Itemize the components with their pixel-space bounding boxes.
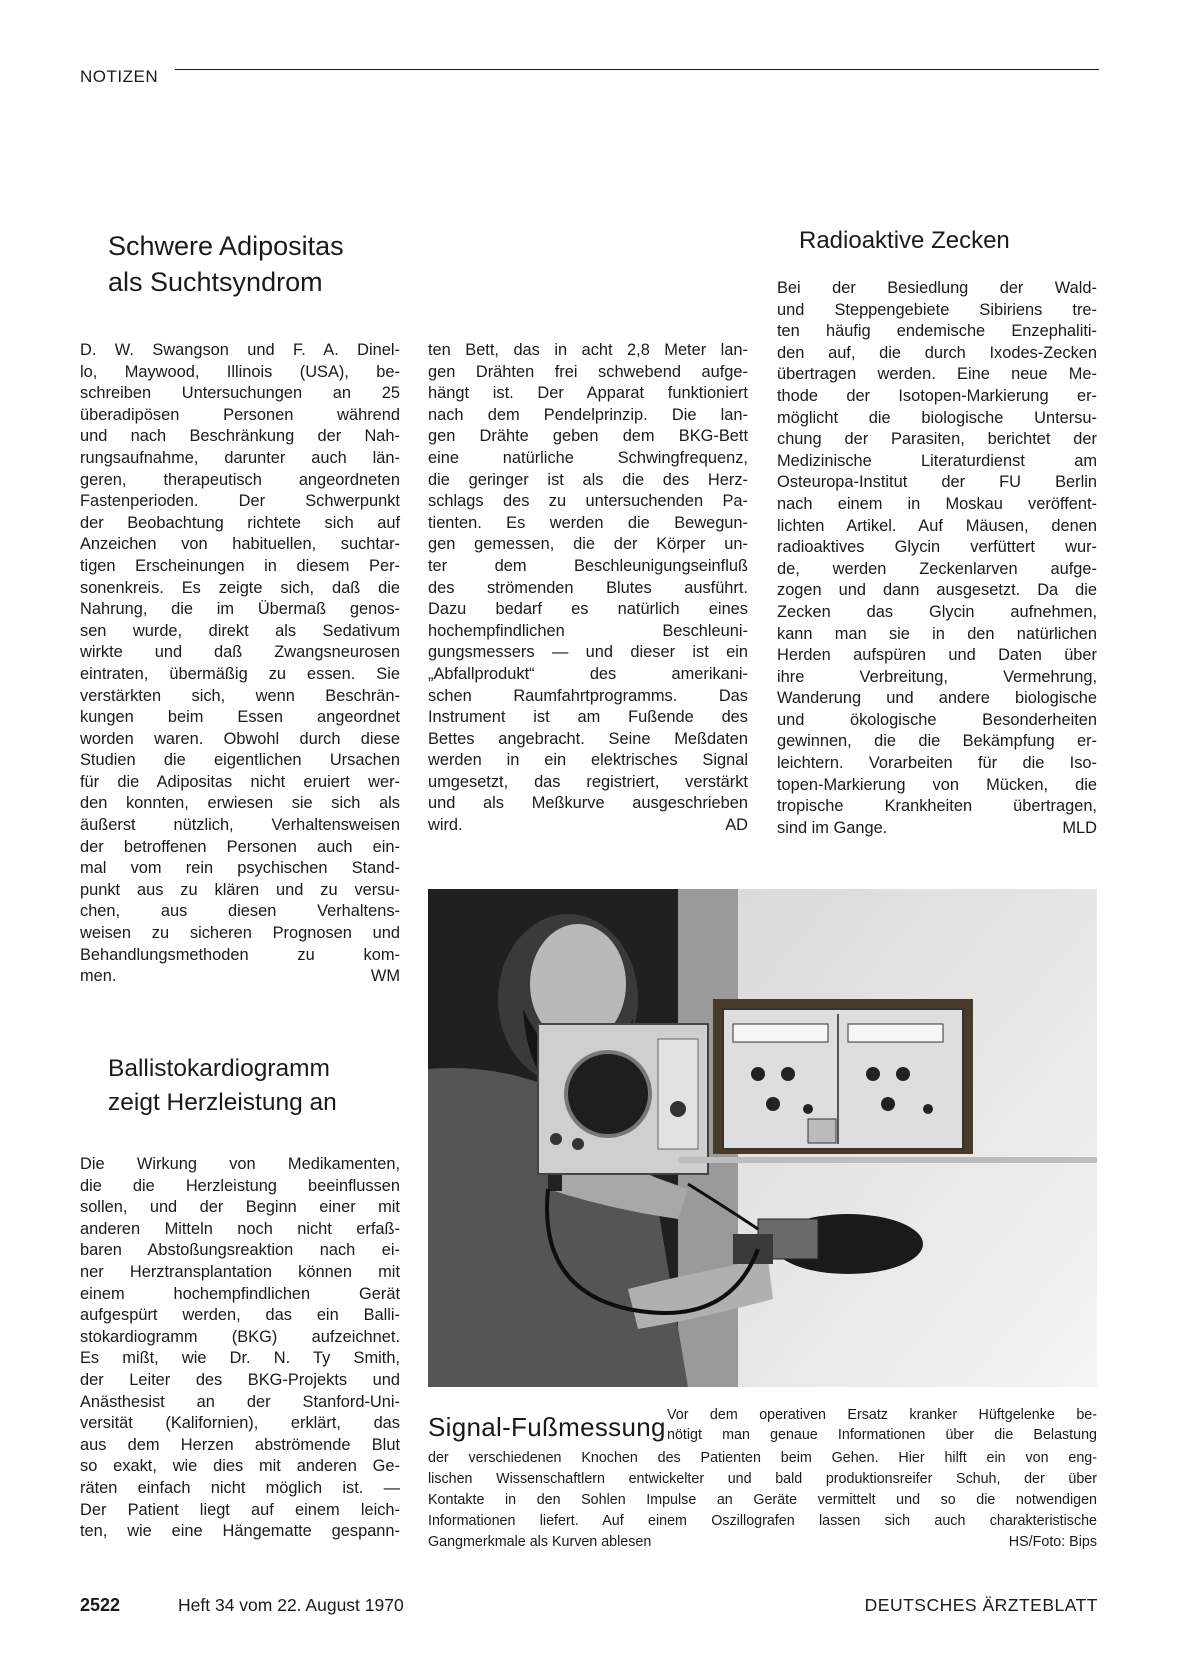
text-line: leichtern. Vorarbeiten für die Iso- xyxy=(777,754,1097,773)
text-line: äußerst nützlich, Verhaltensweisen xyxy=(80,816,400,835)
article3-title: Radioaktive Zecken xyxy=(799,227,1010,254)
text-line: radioaktives Glycin verfüttert wur- xyxy=(777,538,1097,557)
text-line: weisen zu sicheren Prognosen und xyxy=(80,924,400,943)
text-line: sonenkreis. Es zeigte sich, daß die xyxy=(80,578,400,597)
text-line: übertragen werden. Eine neue Me- xyxy=(777,365,1097,384)
article1-title xyxy=(108,228,344,300)
text-line: umgesetzt, das registriert, verstärkt xyxy=(428,772,748,791)
text-line: aus dem Herzen abströmende Blut xyxy=(80,1435,400,1454)
text-line: ten Bett, das in acht 2,8 Meter lan- xyxy=(428,341,748,359)
text-line: einem hochempfindlichen Gerät xyxy=(80,1284,400,1303)
article1-title-line: Schwere Adipositas xyxy=(108,231,344,261)
text-line: werden in ein elektrisches Signal xyxy=(428,751,748,770)
text-line: Nahrung, die im Übermaß genos- xyxy=(80,600,400,619)
text-line: schen Raumfahrtprogramms. Das xyxy=(428,686,748,705)
photo-signal-foot-measurement xyxy=(428,889,1097,1387)
author-signature: MLD xyxy=(1062,818,1097,837)
text-line: eine natürliche Schwingfrequenz, xyxy=(428,448,748,467)
text-line: verstärkten sich, wenn Beschrän- xyxy=(80,686,400,705)
text-line: punkt aus zu klären und zu versu- xyxy=(80,880,400,899)
text-line: versität (Kalifornien), erklärt, das xyxy=(80,1414,400,1433)
text-line: und Steppengebiete Sibiriens tre- xyxy=(777,300,1097,319)
page-number: 2522 xyxy=(80,1595,121,1615)
text-line: überadipösen Personen während xyxy=(80,405,400,424)
text-line: Es mißt, wie Dr. N. Ty Smith, xyxy=(80,1349,400,1368)
text-line: und ökologische Besonderheiten xyxy=(777,710,1097,729)
text-last-line: sind im Gange. MLD xyxy=(777,818,1097,840)
text-line: nach dem Pendelprinzip. Die lan- xyxy=(428,405,748,424)
text-line: sollen, und der Beginn einer mit xyxy=(80,1198,400,1217)
photo-illustration xyxy=(428,889,1097,1387)
caption-line: Kontakte in den Sohlen Impulse an Geräte vermittelt und so die notwendigen xyxy=(428,1492,1097,1508)
text-line: der Leiter des BKG-Projekts und xyxy=(80,1370,400,1389)
text-line: für die Adipositas nicht eruiert wer- xyxy=(80,772,400,791)
text-line: Herden aufspüren und Daten über xyxy=(777,646,1097,665)
text-line: aufgespürt werden, das ein Balli- xyxy=(80,1306,400,1325)
author-signature: WM xyxy=(370,967,400,986)
text-line: gen gemessen, die der Körper un- xyxy=(428,535,748,554)
photo-credit: HS/Foto: Bips xyxy=(1008,1534,1097,1550)
article2-body-col1 xyxy=(80,1154,400,1543)
text-line: mal vom rein psychischen Stand- xyxy=(80,859,400,878)
text-line: chen, aus diesen Verhaltens- xyxy=(80,902,400,921)
text-line: chung der Parasiten, berichtet der xyxy=(777,430,1097,449)
caption-last-line: Gangmerkmale als Kurven ablesen HS/Foto: Bips xyxy=(428,1532,1097,1553)
article2-body-col2 xyxy=(428,340,748,837)
caption-line: Informationen liefert. Auf einem Oszillografen lassen sich auch charakteristische xyxy=(428,1513,1097,1529)
text-line: zogen und dann ausgesetzt. Da die xyxy=(777,581,1097,600)
text-line: lichten Artikel. Auf Mäusen, denen xyxy=(777,516,1097,535)
article1-body xyxy=(80,340,400,988)
text-line: kann man sie in den natürlichen xyxy=(777,624,1097,643)
caption-rest-lines xyxy=(428,1448,1097,1553)
header-rule xyxy=(175,69,1099,70)
text-line: anderen Mitteln noch nicht erfaß- xyxy=(80,1219,400,1238)
text-line: ner Herztransplantation können mit xyxy=(80,1262,400,1281)
caption-heading: Signal-Fußmessung xyxy=(428,1412,666,1442)
text-line: möglicht die biologische Untersu- xyxy=(777,408,1097,427)
text-line: tienten. Es werden die Bewegun- xyxy=(428,513,748,532)
text-line: tropische Krankheiten übertragen, xyxy=(777,797,1097,816)
text-line: wirkte und daß Zwangsneurosen xyxy=(80,643,400,662)
text-line: Die Wirkung von Medikamenten, xyxy=(80,1155,400,1173)
text-line: den auf, die durch Ixodes-Zecken xyxy=(777,343,1097,362)
caption-line: der verschiedenen Knochen des Patienten beim Gehen. Hier hilft ein von eng- xyxy=(428,1450,1097,1466)
text-line: gen Drähten frei schwebend aufge- xyxy=(428,362,748,381)
text-line: ten häufig endemische Enzephaliti- xyxy=(777,322,1097,341)
text-line: Anästhesist an der Stanford-Uni- xyxy=(80,1392,400,1411)
text-line: de, werden Zeckenlarven aufge- xyxy=(777,559,1097,578)
caption-line: Vor dem operativen Ersatz kranker Hüftgelenke be- xyxy=(667,1407,1097,1423)
text-line: und als Meßkurve ausgeschrieben xyxy=(428,794,748,813)
text-line: des strömenden Blutes ausführt. xyxy=(428,578,748,597)
author-signature: AD xyxy=(725,816,748,835)
text-line: gungsmessers — und dieser ist ein xyxy=(428,643,748,662)
article1-title-line: als Suchtsyndrom xyxy=(108,267,323,297)
text-line: Der Patient liegt auf einem leich- xyxy=(80,1500,400,1519)
text-line: eintraten, übermäßig zu essen. Sie xyxy=(80,664,400,683)
text-line: Bettes angebracht. Seine Meßdaten xyxy=(428,729,748,748)
caption-first-lines xyxy=(667,1405,1097,1445)
text-last-line: wird. AD xyxy=(428,815,748,837)
caption-line: nötigt man genaue Informationen über die Belastung xyxy=(667,1427,1097,1443)
text-line: die geringer ist als die des Herz- xyxy=(428,470,748,489)
text-line: Bei der Besiedlung der Wald- xyxy=(777,279,1097,297)
text-line: Behandlungsmethoden zu kom- xyxy=(80,945,400,964)
text-line: so exakt, wie dies mit anderen Ge- xyxy=(80,1457,400,1476)
article2-title-line: zeigt Herzleistung an xyxy=(108,1089,337,1116)
text-line: ter dem Beschleunigungseinfluß xyxy=(428,556,748,575)
text-line: Dazu bedarf es natürlich eines xyxy=(428,600,748,619)
text-line: hochempfindlichen Beschleuni- xyxy=(428,621,748,640)
text-line: tigen Erscheinungen in diesem Per- xyxy=(80,556,400,575)
text-line: kungen beim Essen angeordnet xyxy=(80,708,400,727)
text-line: rungsaufnahme, darunter auch län- xyxy=(80,448,400,467)
text-line: Instrument ist am Fußende des xyxy=(428,708,748,727)
text-line: Zecken das Glycin aufnehmen, xyxy=(777,602,1097,621)
text-line: und nach Beschränkung der Nah- xyxy=(80,427,400,446)
text-line: stokardiogramm (BKG) aufzeichnet. xyxy=(80,1327,400,1346)
text-line: der betroffenen Personen auch ein- xyxy=(80,837,400,856)
text-line: den konnten, erwiesen sie sich als xyxy=(80,794,400,813)
text-line: thode der Isotopen-Markierung er- xyxy=(777,386,1097,405)
text-line: worden waren. Obwohl durch diese xyxy=(80,729,400,748)
text-line: Wanderung und andere biologische xyxy=(777,689,1097,708)
text-line: Fastenperioden. Der Schwerpunkt xyxy=(80,492,400,511)
text-line: nach einem in Moskau veröffent- xyxy=(777,494,1097,513)
text-line: D. W. Swangson und F. A. Dinel- xyxy=(80,341,400,359)
text-line: „Abfallprodukt“ des amerikani- xyxy=(428,664,748,683)
text-line: Anzeichen von habituellen, suchtar- xyxy=(80,535,400,554)
text-line: ihre Verbreitung, Vermehrung, xyxy=(777,667,1097,686)
text-line: Osteuropa-Institut der FU Berlin xyxy=(777,473,1097,492)
text-line: ten, wie eine Hängematte gespann- xyxy=(80,1522,400,1541)
text-line: topen-Markierung von Mücken, die xyxy=(777,775,1097,794)
text-line: schlags des zu untersuchenden Pa- xyxy=(428,492,748,511)
text-line: Medizinische Literaturdienst am xyxy=(777,451,1097,470)
article2-title-line: Ballistokardiogramm xyxy=(108,1055,330,1082)
section-label: NOTIZEN xyxy=(80,67,159,86)
text-line: gen Drähte geben dem BKG-Bett xyxy=(428,427,748,446)
journal-name: DEUTSCHES ÄRZTEBLATT xyxy=(864,1595,1098,1615)
text-line: hängt ist. Der Apparat funktioniert xyxy=(428,384,748,403)
caption-line: lischen Wissenschaftlern entwickelter und bald produktionsreifer Schuh, der über xyxy=(428,1471,1097,1487)
issue-info: Heft 34 vom 22. August 1970 xyxy=(178,1595,404,1615)
text-line: räten einfach nicht möglich ist. — xyxy=(80,1478,400,1497)
text-line: geren, therapeutisch angeordneten xyxy=(80,470,400,489)
text-last-line: men. WM xyxy=(80,966,400,988)
text-line: der Beobachtung richtete sich auf xyxy=(80,513,400,532)
text-line: schreiben Untersuchungen an 25 xyxy=(80,384,400,403)
text-line: gewinnen, die die Bekämpfung er- xyxy=(777,732,1097,751)
article2-title xyxy=(108,1052,337,1120)
text-line: Studien die eigentlichen Ursachen xyxy=(80,751,400,770)
text-line: die die Herzleistung beeinflussen xyxy=(80,1176,400,1195)
text-line: lo, Maywood, Illinois (USA), be- xyxy=(80,362,400,381)
text-line: baren Abstoßungsreaktion nach ei- xyxy=(80,1241,400,1260)
text-line: sen wurde, direkt als Sedativum xyxy=(80,621,400,640)
article3-body xyxy=(777,278,1097,839)
